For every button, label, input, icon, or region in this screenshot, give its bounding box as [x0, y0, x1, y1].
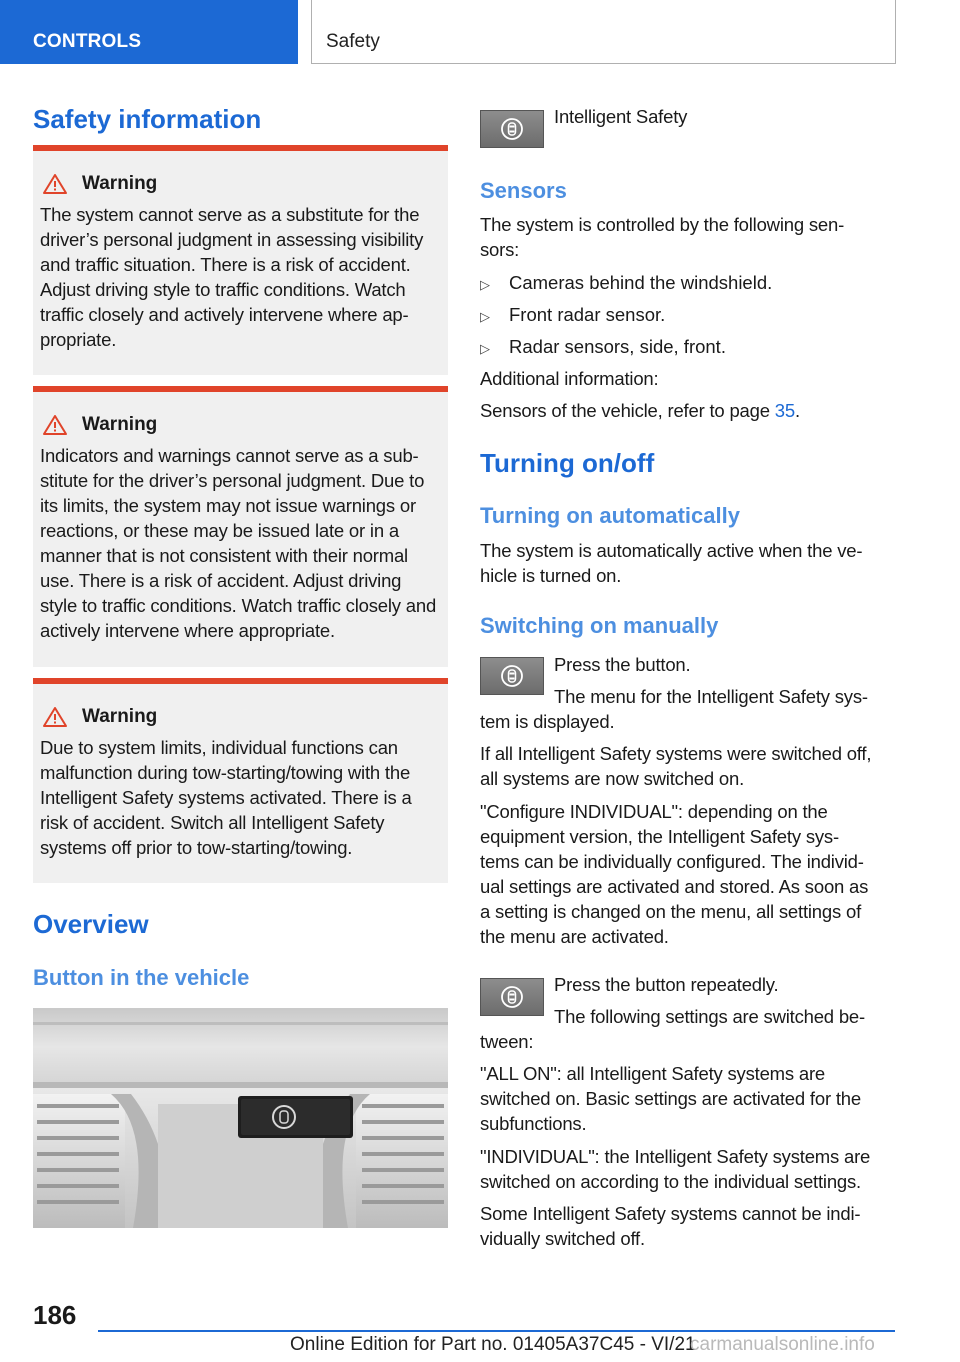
page-link[interactable]: 35 — [774, 400, 795, 421]
list-item: ▷ Front radar sensor. — [480, 302, 665, 329]
section-tab: CONTROLS — [0, 0, 298, 64]
safety-information-heading: Safety information — [33, 104, 262, 134]
edition-text: Online Edition for Part no. 01405A37C45 - VI/21 — [290, 1334, 696, 1355]
dashboard-button-photo — [33, 1008, 448, 1228]
watermark: carmanualsonline.info — [690, 1334, 875, 1355]
auto-text-2: hicle is turned on. — [480, 565, 622, 586]
warning-text: Due to system limits, individual functions can malfunction during tow-starting/towing with the Intelligent Safety systems activated. There is a risk of accident. Switch all Intelligent Safety systems off prior to tow-starting/towing. — [40, 737, 412, 858]
warning-box-1 — [33, 145, 448, 375]
page-number: 186 — [33, 1300, 77, 1330]
footer-divider — [98, 1330, 895, 1332]
individual-text: switched on according to the individual settings. — [480, 1171, 861, 1192]
press-button-text: Press the button. — [554, 654, 691, 675]
turning-on-automatically-heading: Turning on automatically — [480, 503, 740, 528]
all-on-text: "ALL ON": all Intelligent Safety systems are — [480, 1063, 826, 1084]
some-systems-text: vidually switched off. — [480, 1228, 645, 1249]
configure-text: a setting is changed on the menu, all settings of — [480, 901, 862, 922]
warning-title: Warning — [82, 173, 158, 194]
intelligent-safety-button-icon — [480, 657, 544, 695]
warning-box-2 — [33, 386, 448, 667]
configure-text: ual settings are activated and stored. As soon as — [480, 876, 869, 897]
list-item: ▷ Radar sensors, side, front. — [480, 334, 726, 361]
warning-triangle-icon — [42, 414, 68, 436]
all-on-text: switched on. Basic settings are activated for the — [480, 1088, 861, 1109]
all-off-text-1: If all Intelligent Safety systems were switched off, — [480, 743, 872, 764]
individual-text: "INDIVIDUAL": the Intelligent Safety systems are — [480, 1146, 871, 1167]
sensors-intro-2: sors: — [480, 239, 520, 260]
configure-text: equipment version, the Intelligent Safety sys- — [480, 826, 839, 847]
switching-on-manually-heading: Switching on manually — [480, 613, 719, 638]
chapter-title: Safety — [311, 0, 896, 64]
some-systems-text: Some Intelligent Safety systems cannot be indi- — [480, 1203, 861, 1224]
button-in-vehicle-heading: Button in the vehicle — [33, 965, 250, 990]
warning-title: Warning — [82, 706, 158, 727]
menu-text-2: tem is displayed. — [480, 711, 615, 732]
warning-text: The system cannot serve as a substitute for the driver’s personal judgment in assessing visibility and traffic situation. There is a risk of accident. Adjust driving style to traffic conditions. Watch traffic closely and actively intervene where ap- propriate. — [40, 204, 424, 350]
intelligent-safety-icon — [500, 985, 524, 1009]
intelligent-safety-icon — [500, 664, 524, 688]
warning-title: Warning — [82, 414, 158, 435]
bullet-triangle-icon: ▷ — [480, 277, 490, 292]
icon-label: Intelligent Safety — [554, 106, 688, 127]
all-off-text-2: all systems are now switched on. — [480, 768, 745, 789]
overview-heading: Overview — [33, 909, 149, 939]
additional-info: Additional information: — [480, 368, 659, 389]
configure-text: the menu are activated. — [480, 926, 669, 947]
sensors-intro-1: The system is controlled by the following sen- — [480, 214, 845, 235]
auto-text-1: The system is automatically active when the ve- — [480, 540, 863, 561]
following-text-1: The following settings are switched be- — [554, 1006, 865, 1027]
sensors-heading: Sensors — [480, 178, 567, 203]
intelligent-safety-button-icon — [480, 110, 544, 148]
intelligent-safety-button-icon — [480, 978, 544, 1016]
menu-text-1: The menu for the Intelligent Safety sys- — [554, 686, 868, 707]
turning-on-off-heading: Turning on/off — [480, 448, 655, 478]
bullet-triangle-icon: ▷ — [480, 341, 490, 356]
warning-triangle-icon — [42, 173, 68, 195]
list-item: ▷ Cameras behind the windshield. — [480, 270, 772, 297]
warning-text: Indicators and warnings cannot serve as a sub- stitute for the driver’s personal judgment. Due to its limits, the system may not issue warnings or reactions, or these may be issued late or in a manner that is not consistent with their normal use. There is a risk of accident. Adjust driving style to traffic conditions. Watch traffic closely and actively intervene where appropriate. — [40, 445, 437, 641]
intelligent-safety-icon — [500, 117, 524, 141]
bullet-triangle-icon: ▷ — [480, 309, 490, 324]
page-reference: Sensors of the vehicle, refer to page 35. — [480, 400, 800, 421]
warning-box-3 — [33, 678, 448, 883]
following-text-2: tween: — [480, 1031, 534, 1052]
configure-text: "Configure INDIVIDUAL": depending on the — [480, 801, 828, 822]
press-repeat-text: Press the button repeatedly. — [554, 974, 779, 995]
configure-text: tems can be individually configured. The individ- — [480, 851, 864, 872]
all-on-text: subfunctions. — [480, 1113, 587, 1134]
warning-triangle-icon — [42, 706, 68, 728]
